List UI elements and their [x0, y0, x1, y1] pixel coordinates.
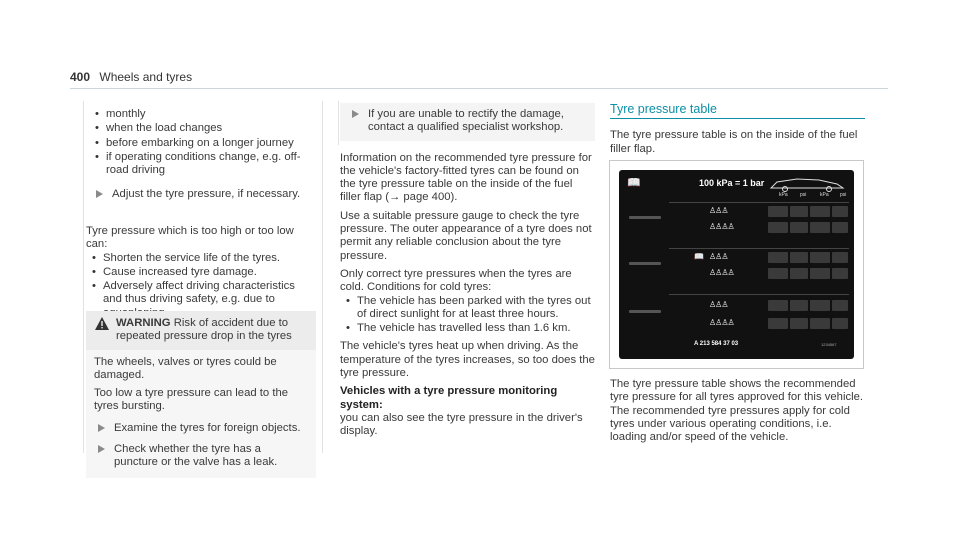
occupant-icon: ♙♙♙: [709, 252, 728, 261]
column-3-lower: [610, 378, 865, 444]
paragraph: Tyre pressure which is too high or too low can:: [86, 225, 294, 251]
paragraph: The vehicle's tyres heat up when driving. As the temperature of the tyres increases, so too does the tyre pressure.: [340, 340, 595, 380]
warning-text: Risk of accident due to repeated pressure drop in the tyres: [116, 317, 292, 343]
page-number: 400: [70, 70, 91, 84]
paragraph: The tyre pressure table shows the recommended tyre pressure for all tyres approved for this vehicle. The recommended tyre pressures apply for cold tyres under various operating conditions, i.e. loading and/or speed of the vehicle.: [610, 378, 864, 444]
column-divider: [83, 101, 84, 453]
manual-book-icon: 📖: [694, 252, 704, 261]
list-item: • when the load changes: [92, 122, 314, 135]
heading-rule: [610, 118, 865, 119]
tyre-pressure-label: [619, 170, 854, 359]
occupant-icon: ♙♙♙: [709, 300, 728, 309]
action-step: Examine the tyres for foreign objects.: [94, 422, 308, 435]
header-rule: [70, 88, 888, 89]
list-item: • Adversely affect driving characteristics and thus driving safety, e.g. due to: [89, 280, 316, 320]
part-number: A 213 584 37 03: [694, 341, 739, 347]
column-3: [610, 103, 865, 156]
column-divider: [322, 101, 323, 453]
note-box: [340, 103, 595, 141]
list-item: • if operating conditions change, e.g. off-road driving: [92, 151, 314, 178]
paragraph: The wheels, valves or tyres could be damaged.: [94, 355, 277, 381]
unit-kpa: kPa: [820, 192, 829, 198]
list-item: • The vehicle has been parked with the tyres out of direct sunlight for at least three hours.: [343, 295, 595, 322]
warning-header: [86, 311, 316, 350]
unit-conversion: 100 kPa = 1 bar: [699, 178, 765, 188]
unit-psi: psi: [800, 192, 807, 198]
list-item: • Cause increased tyre damage.: [89, 266, 316, 279]
occupant-icon: ♙♙♙♙: [709, 318, 734, 327]
column-divider: [338, 101, 339, 145]
warning-icon: [95, 317, 109, 330]
occupant-icon: ♙♙♙♙: [709, 222, 734, 231]
tyre-pressure-table-figure: [609, 160, 864, 369]
manual-book-icon: 📖: [627, 177, 641, 189]
list-item: • before embarking on a longer journey: [92, 137, 314, 150]
unit-psi: psi: [840, 192, 847, 198]
effects-block: [86, 225, 316, 321]
paragraph: Use a suitable pressure gauge to check the tyre pressure. The outer appearance of a tyre does not permit any reliable conclusion about the tyre pressure.: [340, 209, 592, 262]
image-code: 1234567: [821, 342, 837, 347]
warning-box: [86, 311, 316, 478]
page-header: [70, 70, 192, 84]
action-step: Check whether the tyre has a puncture or the valve has a leak.: [94, 443, 308, 470]
subheading: Vehicles with a tyre pressure monitoring system:: [340, 385, 558, 411]
section-heading: Tyre pressure table: [610, 102, 717, 116]
warning-body: [86, 350, 316, 478]
column-1: [92, 108, 314, 202]
warning-label: WARNING: [116, 317, 171, 329]
action-step: Adjust the tyre pressure, if necessary.: [92, 188, 314, 201]
unit-kpa: kPa: [779, 192, 788, 198]
action-step: If you are unable to rectify the damage, contact a qualified specialist workshop.: [348, 108, 587, 135]
occupant-icon: ♙♙♙♙: [709, 268, 734, 277]
paragraph: Too low a tyre pressure can lead to the tyres bursting.: [94, 387, 289, 413]
occupant-icon: ♙♙♙: [709, 206, 728, 215]
column-2: [340, 103, 595, 439]
paragraph: Only correct tyre pressures when the tyres are cold. Conditions for cold tyres:: [340, 267, 572, 294]
paragraph: The tyre pressure table is on the inside of the fuel filler flap.: [610, 129, 858, 155]
paragraph: you can also see the tyre pressure in the driver's display.: [340, 411, 583, 438]
section-title: Wheels and tyres: [99, 70, 193, 84]
list-item: • The vehicle has travelled less than 1.6 km.: [343, 322, 595, 335]
list-item: • Shorten the service life of the tyres.: [89, 252, 316, 265]
car-silhouette-icon: [767, 176, 847, 192]
paragraph: Information on the recommended tyre pressure for the vehicle's factory-fitted tyres can be found on the tyre pressure table on the inside of the fuel filler flap (→ page 400).: [340, 151, 592, 204]
list-item: • monthly: [92, 108, 314, 121]
